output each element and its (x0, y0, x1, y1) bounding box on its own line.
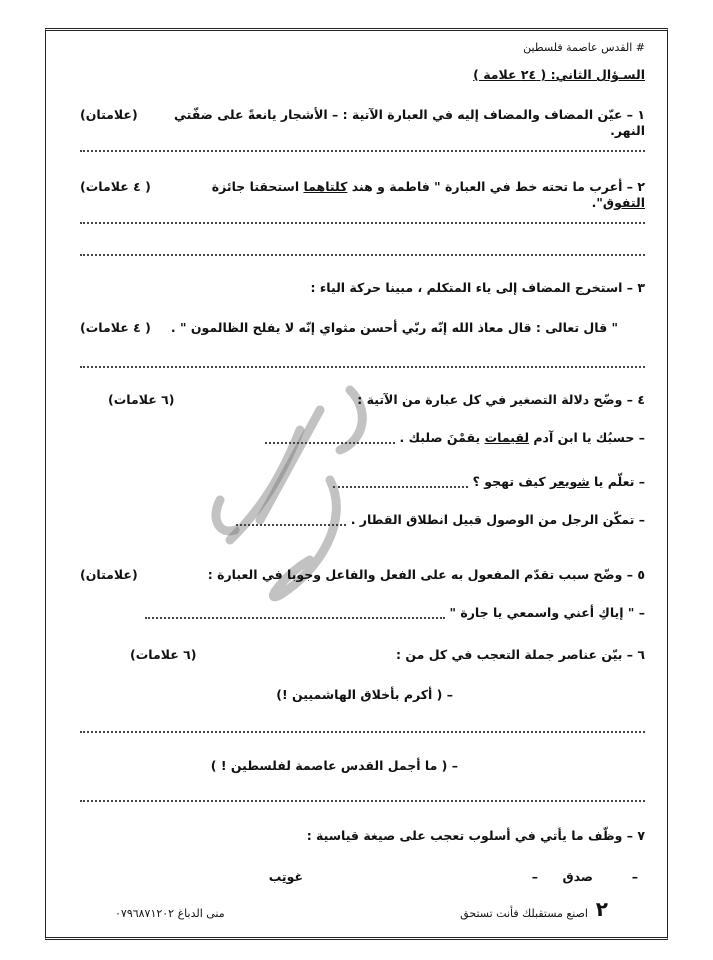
answer-line (80, 366, 645, 368)
question-1: ١ – عيّن المضاف والمضاف إليه في العبارة الآتية : – الأشجار يانعةً على ضفّتي النهر. (174, 107, 645, 138)
question-7: ٧ – وظّف ما يأتي في أسلوب تعجب على صيغة قياسية : (306, 828, 645, 843)
question-4-row (80, 392, 645, 408)
question-5-row (80, 567, 645, 583)
question-6-marks: (٦ علامات) (130, 647, 197, 662)
answer-line (80, 222, 645, 224)
answer-dots (236, 516, 346, 526)
question-6-row (80, 647, 645, 663)
question-5-marks: (علامتان) (80, 567, 138, 582)
question-6: ٦ – بيّن عناصر جملة التعجب في كل من : (396, 647, 645, 662)
section-title: السـؤال الثاني: ( ٢٤ علامة ) (473, 67, 645, 82)
question-2-row (80, 179, 645, 211)
question-3-quote: " قال تعالى : قال معاذ الله إنّه ربّي أحسن مثواي إنّه لا يفلح الظالمون " . (170, 320, 618, 335)
question-4-marks: (٦ علامات) (108, 392, 175, 407)
word-1: صدق (562, 869, 593, 884)
item-text: – تعلّم يا (589, 474, 645, 489)
question-5: ٥ – وضّح سبب تقدّم المفعول به على الفعل والفاعل وجوبا في العبارة : (207, 567, 645, 582)
answer-line (80, 731, 645, 733)
question-6-item: – ( ما أجمل القدس عاصمة لفلسطين ! ) (210, 758, 458, 773)
item-text: كيف تهجو ؟ (472, 474, 550, 489)
q2-text-end: ". (591, 195, 603, 210)
page-number: ٢ (595, 897, 608, 921)
question-2-marks: ( ٤ علامات) (80, 179, 151, 194)
answer-dots (145, 609, 445, 619)
q2-underlined-2: التفوق (602, 195, 645, 210)
q2-underlined-1: كلتاهما (303, 179, 348, 194)
item-text: – تمكّن الرجل من الوصول قبيل انطلاق القطار . (350, 512, 645, 527)
footer-author: منى الدباغ ٠٧٩٦٨٧١٢٠٢ (115, 907, 225, 920)
q2-text-mid: استحقتا جائزة (211, 179, 304, 194)
question-4-item (265, 430, 645, 446)
item-text: – " إياكِ أعني واسمعي يا جارة " (449, 605, 645, 620)
question-4-item (333, 474, 645, 490)
question-1-row (80, 107, 645, 139)
answer-dots (265, 434, 395, 444)
answer-line (80, 254, 645, 256)
item-text: يقمْنَ صلبك . (399, 430, 485, 445)
footer-motto: اصنع مستقبلك فأنت تستحق (460, 907, 588, 920)
hashtag: # القدس عاصمة فلسطين (523, 41, 645, 54)
answer-line (80, 150, 645, 152)
question-5-item (145, 605, 645, 621)
q2-text: ٢ – أعرب ما تحته خط في العبارة " فاطمة و هند (347, 179, 645, 194)
item-text: – حسبُك يا ابن آدم (529, 430, 645, 445)
dash: – (531, 869, 538, 884)
question-3-marks: ( ٤ علامات) (80, 320, 151, 335)
item-underlined: شويعر (549, 474, 590, 489)
question-2 (165, 179, 645, 211)
word-2: غوتِب (268, 869, 303, 884)
answer-dots (333, 478, 468, 488)
answer-line (80, 800, 645, 802)
question-3: ٣ – استخرج المضاف إلى ياء المتكلم ، مبينا حركة الياء : (310, 280, 645, 295)
question-4-item (236, 512, 645, 528)
question-3-row (80, 320, 618, 336)
question-6-item: – ( أكرم بأخلاق الهاشميين !) (276, 687, 453, 702)
question-1-marks: (علامتان) (80, 107, 138, 122)
dash: – (631, 869, 638, 884)
item-underlined: لقيمات (484, 430, 530, 445)
question-4: ٤ – وضّح دلالة التصغير في كل عبارة من الآتية : (357, 392, 645, 407)
